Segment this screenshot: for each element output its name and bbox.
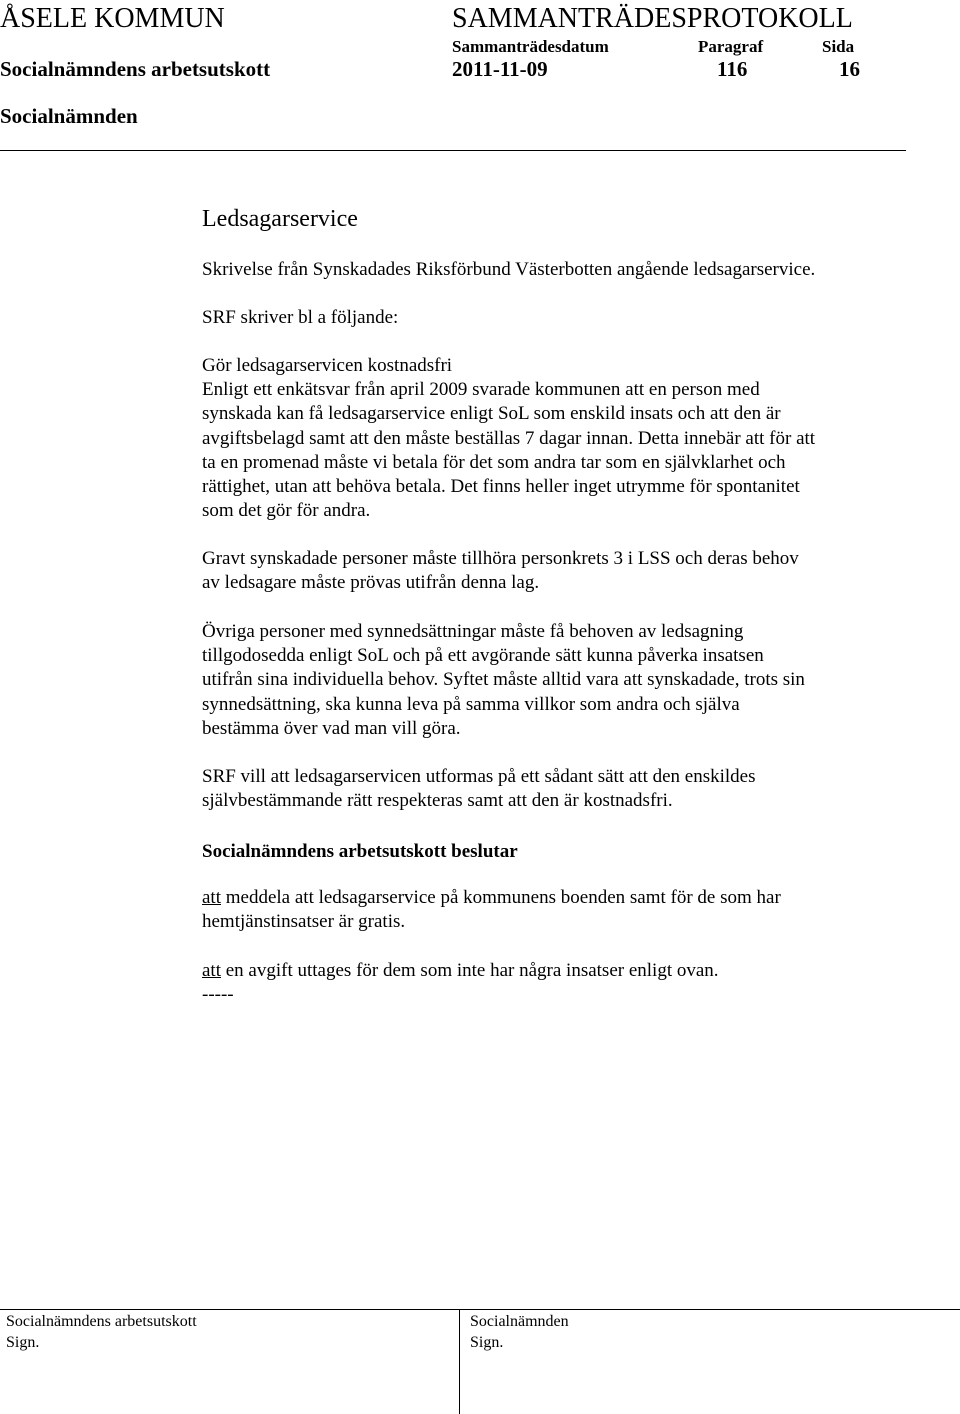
text-line: Gravt synskadade personer måste tillhöra personkrets 3 i LSS och deras behov [202, 548, 799, 569]
text-line: Övriga personer med synnedsättningar måste få behoven av ledsagning [202, 621, 744, 642]
paragraph-2 [202, 547, 799, 595]
text-line: utifrån sina individuella behov. Syftet måste alltid vara att synskadade, trots sin [202, 669, 805, 691]
text-line: ta en promenad måste vi betala för det som andra tar som en självklarhet och [202, 451, 786, 473]
text-line: att en avgift uttages för dem som inte har några insatser enligt ovan. [202, 960, 719, 981]
paragraph-number: 116 [717, 57, 748, 81]
text-line: avgiftsbelagd samt att den måste beställas 7 dagar innan. Detta innebär att för att [202, 427, 816, 449]
text-line: att meddela att ledsagarservice på kommunens boenden samt för de som har [202, 887, 781, 908]
decision-2 [202, 959, 719, 983]
lead-line: SRF skriver bl a följande: [202, 307, 399, 328]
municipality-name: ÅSELE KOMMUN [0, 3, 225, 34]
text-line: hemtjänstinsatser är gratis. [202, 911, 406, 933]
end-mark: ----- [202, 984, 234, 1005]
att-keyword: att [202, 960, 221, 981]
text-line: tillgodosedda enligt SoL och på ett avgörande sätt kunna påverka insatsen [202, 645, 764, 667]
text-line: Enligt ett enkätsvar från april 2009 svarade kommunen att en person med [202, 379, 760, 401]
decision-1 [202, 886, 781, 934]
text-line: av ledsagare måste prövas utifrån denna lag. [202, 572, 540, 594]
footer-top-rule [0, 1309, 960, 1310]
meeting-date: 2011-11-09 [452, 57, 548, 81]
text-line: synnedsättning, ska kunna leva på samma villkor som andra och själva [202, 693, 740, 715]
page-column-label: Sida [822, 37, 855, 56]
text-line: självbestämmande rätt respekteras samt att den är kostnadsfri. [202, 790, 673, 812]
text-line: synskada kan få ledsagarservice enligt SoL som enskild insats och att den är [202, 403, 781, 425]
paragraph-4 [202, 765, 756, 813]
footer-right-label: Socialnämnden [470, 1313, 569, 1330]
decision-heading: Socialnämndens arbetsutskott beslutar [202, 841, 518, 862]
document-type: SAMMANTRÄDESPROTOKOLL [452, 3, 853, 34]
text-line: bestämma över vad man vill göra. [202, 717, 461, 739]
committee-name: Socialnämndens arbetsutskott [0, 57, 271, 81]
footer-vertical-rule [459, 1309, 460, 1414]
footer-left-sign: Sign. [6, 1334, 40, 1351]
paragraph-column-label: Paragraf [698, 37, 764, 56]
header-divider [0, 150, 906, 151]
text-line: SRF vill att ledsagarservicen utformas på ett sådant sätt att den enskildes [202, 766, 756, 787]
board-name: Socialnämnden [0, 104, 138, 128]
text-line: Gör ledsagarservicen kostnadsfri [202, 355, 453, 376]
footer-left-label: Socialnämndens arbetsutskott [6, 1313, 197, 1330]
date-column-label: Sammanträdesdatum [452, 37, 609, 56]
paragraph-1 [202, 354, 815, 523]
paragraph-3 [202, 620, 805, 741]
text-line: som det gör för andra. [202, 500, 371, 522]
footer-right-sign: Sign. [470, 1334, 504, 1351]
text-line: rättighet, utan att behöva betala. Det finns heller inget utrymme för spontanitet [202, 476, 800, 498]
page-number: 16 [839, 57, 860, 81]
att-keyword: att [202, 887, 221, 908]
section-title: Ledsagarservice [202, 206, 358, 232]
intro-line: Skrivelse från Synskadades Riksförbund Västerbotten angående ledsagarservice. [202, 259, 816, 280]
